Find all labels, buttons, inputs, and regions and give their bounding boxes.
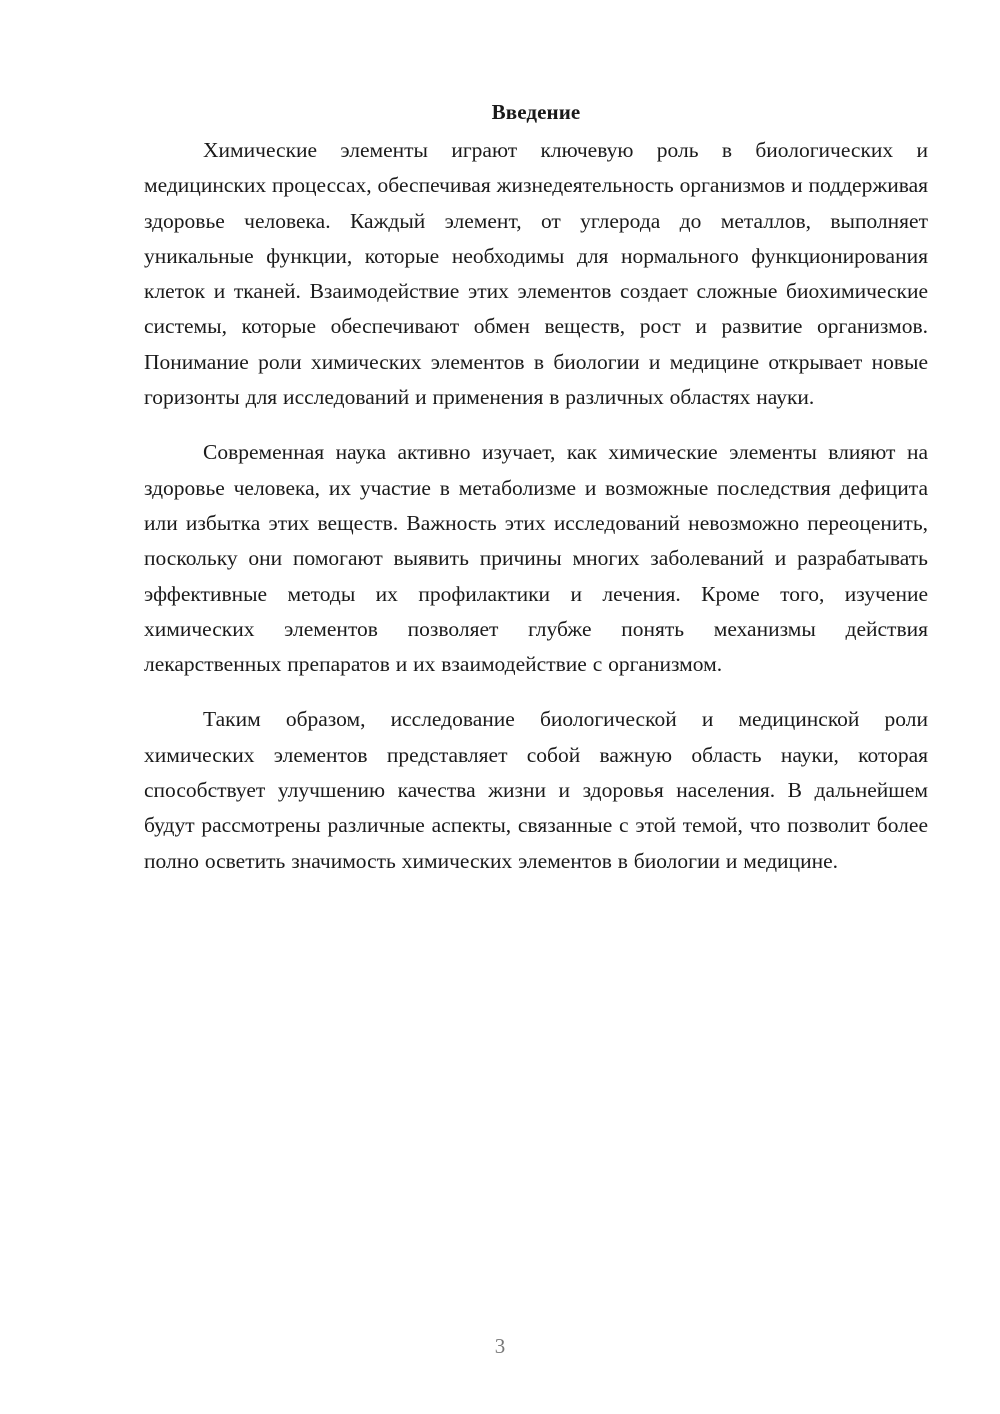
paragraph-2: Современная наука активно изучает, как химические элементы влияют на здоровье человека, их участие в метаболизме и возможные последствия дефицита или избытка этих веществ. Важность этих исследований невозможно переоценить, поскольку они помогают выявить причины многих заболеваний и разрабатывать эффективные методы их профилактики и лечения. Кроме того, изучение химических элементов позволяет глубже понять механизмы действия лекарственных препаратов и их взаимодействие с организмом. — [144, 440, 928, 677]
paragraph-1: Химические элементы играют ключевую роль в биологических и медицинских процессах, обеспечивая жизнедеятельность организмов и поддерживая здоровье человека. Каждый элемент, от углерода до металлов, выполняет уникальные функции, которые необходимы для нормального функционирования клеток и тканей. Взаимодействие этих элементов создает сложные биохимические системы, которые обеспечивают обмен веществ, рост и развитие организмов. Понимание роли химических элементов в биологии и медицине открывает новые горизонты для исследований и применения в различных областях науки. — [144, 138, 928, 410]
paragraph-3: Таким образом, исследование биологической и медицинской роли химических элементов представляет собой важную область науки, которая способствует улучшению качества жизни и здоровья населения. В дальнейшем будут рассмотрены различные аспекты, связанные с этой темой, что позволит более полно осветить значимость химических элементов в биологии и медицине. — [144, 707, 928, 873]
page-number: 3 — [494, 1334, 506, 1358]
page-content — [144, 98, 928, 899]
section-heading: Введение — [491, 100, 581, 124]
